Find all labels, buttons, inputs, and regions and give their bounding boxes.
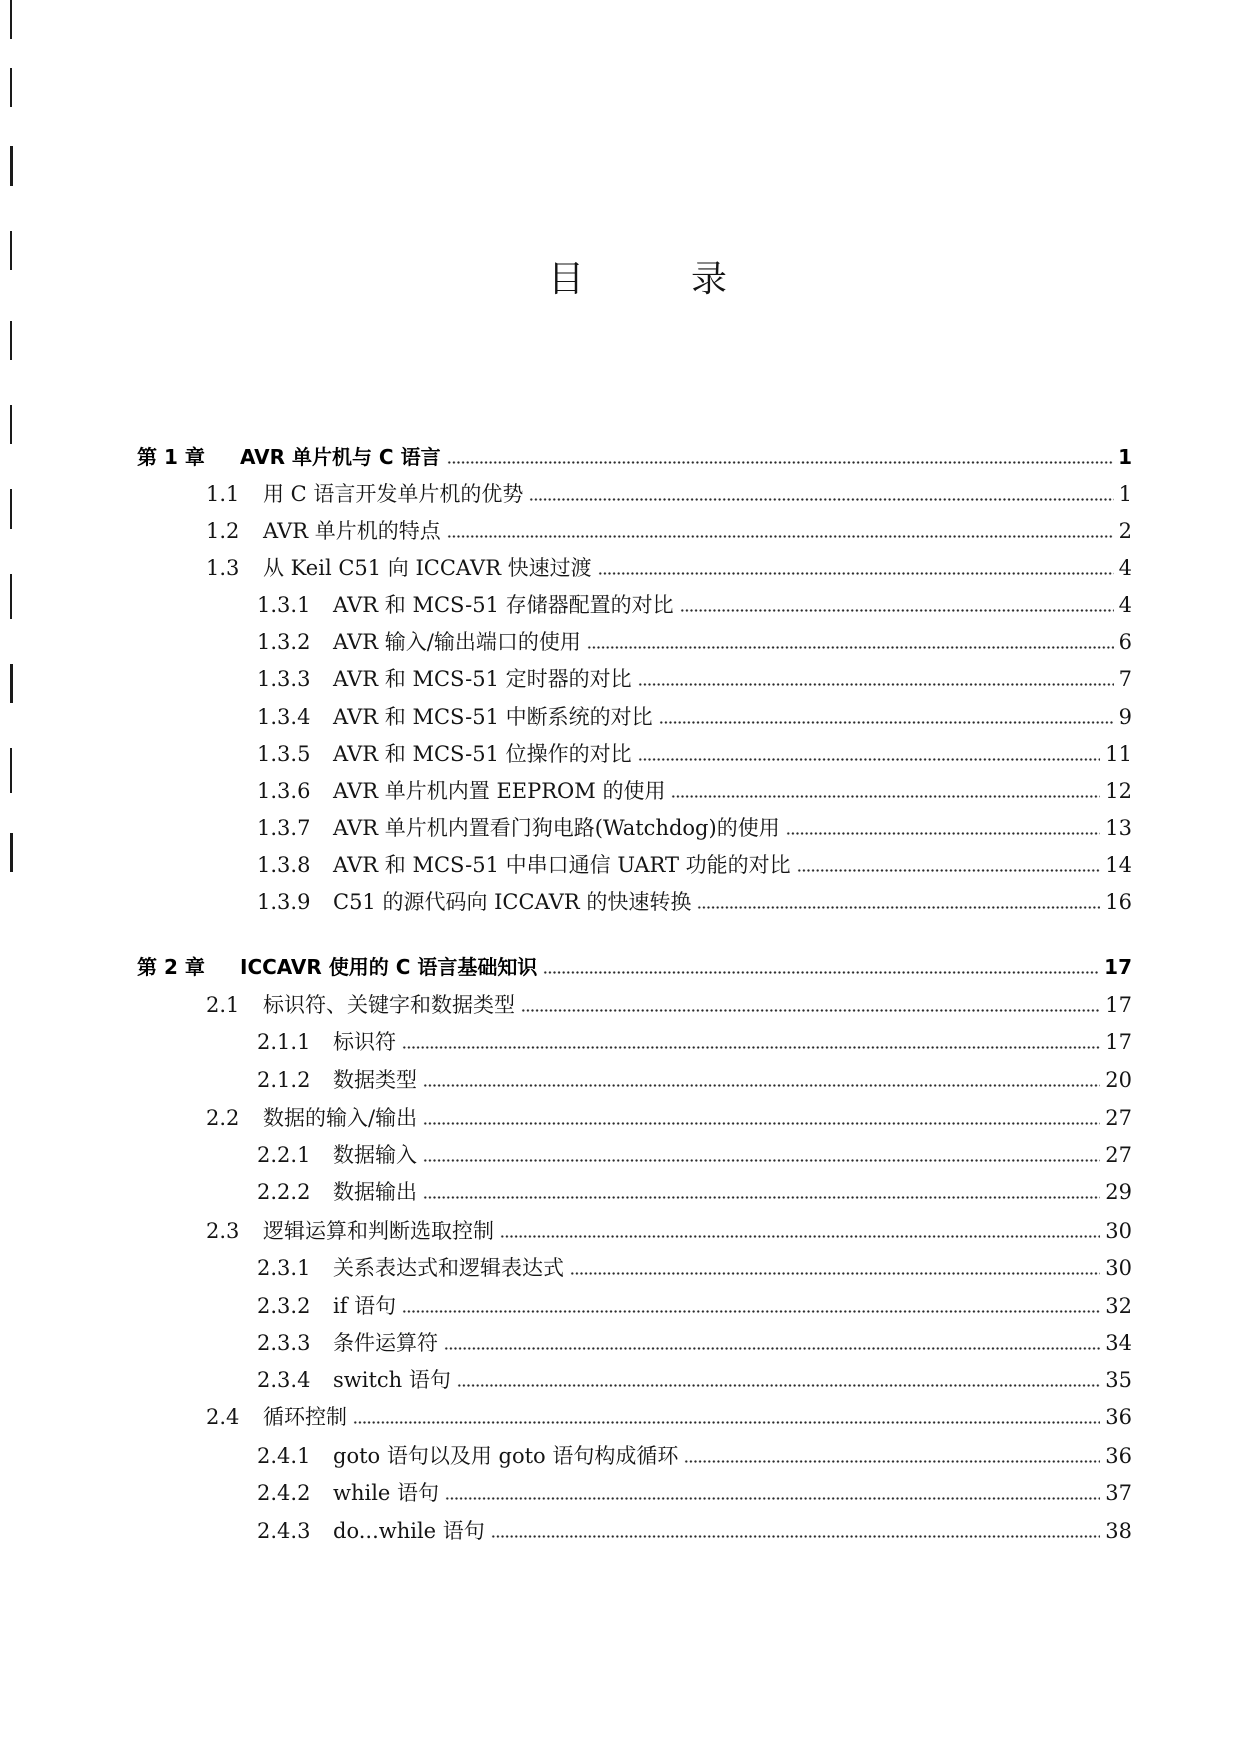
subsection-number: 1.3.8 [257, 853, 311, 877]
leader-dots [543, 971, 1099, 974]
leader-dots [402, 1310, 1100, 1313]
page-number: 2 [1118, 519, 1132, 543]
scan-edge-mark [10, 321, 12, 360]
page-number: 1 [1118, 482, 1132, 506]
leader-dots [529, 498, 1113, 501]
page-number: 6 [1118, 630, 1132, 654]
section-number: 2.2 [206, 1106, 240, 1130]
scan-edge-mark [10, 748, 12, 793]
subsection-number: 1.3.7 [257, 816, 311, 840]
chapter-title: AVR 单片机与 C 语言 [240, 445, 441, 469]
toc-subsection-row [257, 1140, 1132, 1168]
page-number: 29 [1105, 1180, 1132, 1204]
page-number: 32 [1105, 1294, 1132, 1318]
subsection-title: AVR 和 MCS-51 定时器的对比 [333, 667, 632, 691]
leader-dots [697, 906, 1100, 909]
toc-heading-char: 目 [548, 259, 585, 300]
subsection-number: 2.4.3 [257, 1519, 311, 1543]
scan-edge-mark [10, 489, 12, 529]
toc-subsection-row [257, 850, 1132, 878]
section-title: 逻辑运算和判断选取控制 [263, 1219, 494, 1243]
toc-subsection-row [257, 776, 1132, 804]
leader-dots [598, 572, 1114, 575]
page-number: 17 [1105, 993, 1132, 1017]
chapter-number: 第 1 章 [137, 445, 205, 469]
leader-dots [447, 461, 1114, 464]
toc-subsection-row [257, 1253, 1132, 1281]
toc-section-row [206, 1216, 1132, 1244]
toc-heading [0, 258, 1240, 302]
subsection-number: 2.1.1 [257, 1030, 311, 1054]
subsection-number: 2.1.2 [257, 1068, 311, 1092]
subsection-title: 标识符 [333, 1030, 396, 1054]
subsection-number: 2.3.1 [257, 1256, 311, 1280]
toc-subsection-row [257, 627, 1132, 655]
toc-section-row [206, 990, 1132, 1018]
subsection-title: AVR 和 MCS-51 中串口通信 UART 功能的对比 [333, 853, 791, 877]
leader-dots [500, 1235, 1100, 1238]
subsection-title: AVR 单片机内置 EEPROM 的使用 [333, 779, 666, 803]
subsection-number: 1.3.4 [257, 705, 311, 729]
page-number: 30 [1105, 1256, 1132, 1280]
subsection-title: 数据类型 [333, 1068, 417, 1092]
leader-dots [638, 683, 1114, 686]
section-number: 2.1 [206, 993, 240, 1017]
subsection-title: do...while 语句 [333, 1519, 485, 1543]
page-number: 7 [1118, 667, 1132, 691]
subsection-title: AVR 和 MCS-51 存储器配置的对比 [333, 593, 674, 617]
subsection-title: goto 语句以及用 goto 语句构成循环 [333, 1444, 679, 1468]
page-number: 12 [1105, 779, 1132, 803]
subsection-number: 1.3.6 [257, 779, 311, 803]
toc-subsection-row [257, 1365, 1132, 1393]
leader-dots [638, 758, 1101, 761]
page-number: 1 [1118, 445, 1132, 469]
leader-dots [444, 1347, 1100, 1350]
leader-dots [491, 1535, 1100, 1538]
page-number: 4 [1118, 556, 1132, 580]
page-number: 16 [1105, 890, 1132, 914]
section-title: AVR 单片机的特点 [263, 519, 441, 543]
section-title: 数据的输入/输出 [263, 1106, 418, 1130]
scan-edge-mark [10, 68, 12, 107]
toc-subsection-row [257, 664, 1132, 692]
section-title: 标识符、关键字和数据类型 [263, 993, 515, 1017]
subsection-number: 2.2.2 [257, 1180, 311, 1204]
section-number: 1.1 [206, 482, 240, 506]
toc-subsection-row [257, 1027, 1132, 1055]
leader-dots [423, 1196, 1100, 1199]
section-title: 用 C 语言开发单片机的优势 [263, 482, 524, 506]
toc-subsection-row [257, 887, 1132, 915]
leader-dots [570, 1272, 1100, 1275]
leader-dots [659, 721, 1114, 724]
page-number: 13 [1105, 816, 1132, 840]
scan-edge-mark [10, 664, 13, 703]
page-number: 4 [1118, 593, 1132, 617]
subsection-number: 1.3.1 [257, 593, 311, 617]
toc-chapter-row [137, 952, 1132, 980]
subsection-title: AVR 和 MCS-51 中断系统的对比 [333, 705, 653, 729]
toc-heading-char: 录 [691, 259, 728, 300]
page-number: 38 [1105, 1519, 1132, 1543]
subsection-title: 关系表达式和逻辑表达式 [333, 1256, 564, 1280]
page-number: 27 [1105, 1143, 1132, 1167]
subsection-title: 条件运算符 [333, 1331, 438, 1355]
page-number: 36 [1105, 1444, 1132, 1468]
scan-edge-mark [10, 0, 12, 39]
leader-dots [587, 646, 1114, 649]
subsection-number: 1.3.9 [257, 890, 311, 914]
page-number: 9 [1118, 705, 1132, 729]
leader-dots [671, 795, 1100, 798]
toc-subsection-row [257, 1177, 1132, 1205]
page-number: 30 [1105, 1219, 1132, 1243]
leader-dots [423, 1084, 1100, 1087]
toc-subsection-row [257, 1478, 1132, 1506]
leader-dots [797, 869, 1101, 872]
subsection-number: 2.3.2 [257, 1294, 311, 1318]
leader-dots [445, 1497, 1100, 1500]
subsection-title: while 语句 [333, 1481, 440, 1505]
chapter-title: ICCAVR 使用的 C 语言基础知识 [240, 955, 538, 979]
subsection-title: AVR 和 MCS-51 位操作的对比 [333, 742, 632, 766]
subsection-number: 2.3.4 [257, 1368, 311, 1392]
toc-section-row [206, 516, 1132, 544]
page-number: 27 [1105, 1106, 1132, 1130]
subsection-number: 2.4.2 [257, 1481, 311, 1505]
leader-dots [423, 1122, 1100, 1125]
leader-dots [521, 1009, 1100, 1012]
toc-section-row [206, 1402, 1132, 1430]
page-number: 14 [1105, 853, 1132, 877]
page-number: 35 [1105, 1368, 1132, 1392]
subsection-title: 数据输出 [333, 1180, 417, 1204]
section-number: 1.2 [206, 519, 240, 543]
leader-dots [680, 609, 1114, 612]
page-number: 17 [1105, 1030, 1132, 1054]
chapter-number: 第 2 章 [137, 955, 205, 979]
toc-subsection-row [257, 1441, 1132, 1469]
page-number: 17 [1104, 955, 1132, 979]
leader-dots [402, 1046, 1100, 1049]
leader-dots [457, 1384, 1100, 1387]
toc-chapter-row [137, 442, 1132, 470]
scan-edge-mark [10, 405, 12, 444]
section-number: 2.3 [206, 1219, 240, 1243]
toc-subsection-row [257, 1291, 1132, 1319]
toc-section-row [206, 1103, 1132, 1131]
page-number: 34 [1105, 1331, 1132, 1355]
section-number: 1.3 [206, 556, 240, 580]
page-number: 37 [1105, 1481, 1132, 1505]
scan-edge-mark [10, 574, 12, 619]
toc-subsection-row [257, 739, 1132, 767]
subsection-number: 2.3.3 [257, 1331, 311, 1355]
toc-subsection-row [257, 590, 1132, 618]
toc-subsection-row [257, 1516, 1132, 1544]
leader-dots [786, 832, 1101, 835]
section-number: 2.4 [206, 1405, 240, 1429]
toc-section-row [206, 553, 1132, 581]
subsection-title: switch 语句 [333, 1368, 451, 1392]
page-number: 20 [1105, 1068, 1132, 1092]
toc-subsection-row [257, 1065, 1132, 1093]
subsection-number: 2.2.1 [257, 1143, 311, 1167]
section-title: 从 Keil C51 向 ICCAVR 快速过渡 [263, 556, 592, 580]
page-number: 11 [1105, 742, 1132, 766]
leader-dots [353, 1421, 1100, 1424]
scan-edge-mark [10, 833, 13, 872]
leader-dots [447, 535, 1114, 538]
scan-edge-mark [10, 146, 13, 186]
subsection-title: AVR 单片机内置看门狗电路(Watchdog)的使用 [333, 816, 780, 840]
subsection-title: C51 的源代码向 ICCAVR 的快速转换 [333, 890, 692, 914]
subsection-number: 2.4.1 [257, 1444, 311, 1468]
subsection-title: AVR 输入/输出端口的使用 [333, 630, 581, 654]
toc-subsection-row [257, 813, 1132, 841]
toc-subsection-row [257, 702, 1132, 730]
subsection-number: 1.3.2 [257, 630, 311, 654]
leader-dots [423, 1159, 1100, 1162]
toc-subsection-row [257, 1328, 1132, 1356]
subsection-title: 数据输入 [333, 1143, 417, 1167]
subsection-title: if 语句 [333, 1294, 397, 1318]
section-title: 循环控制 [263, 1405, 347, 1429]
toc-section-row [206, 479, 1132, 507]
page-number: 36 [1105, 1405, 1132, 1429]
leader-dots [684, 1460, 1100, 1463]
subsection-number: 1.3.5 [257, 742, 311, 766]
subsection-number: 1.3.3 [257, 667, 311, 691]
